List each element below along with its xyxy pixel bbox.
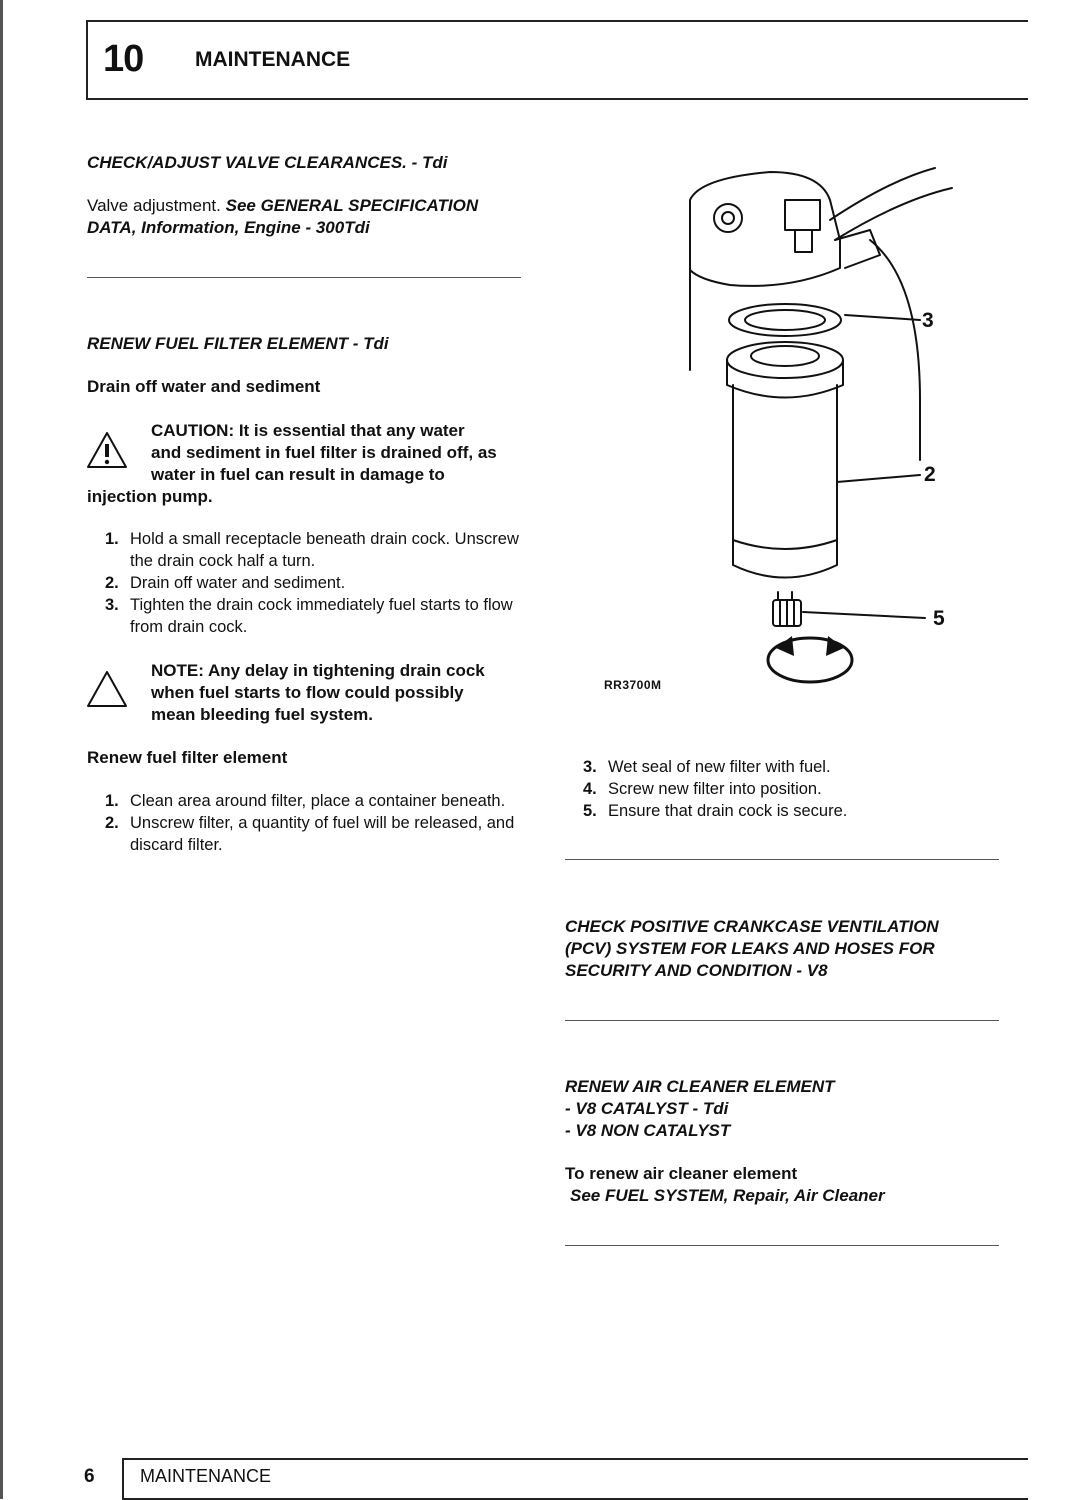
warning-triangle-icon — [86, 431, 128, 469]
renew-steps-list-cont — [565, 756, 1005, 822]
divider — [565, 1020, 999, 1021]
step-text: Tighten the drain cock immediately fuel starts to flow from drain cock. — [130, 596, 513, 636]
pcv-heading-line-2: (PCV) SYSTEM FOR LEAKS AND HOSES FOR — [565, 939, 935, 958]
divider — [565, 1245, 999, 1246]
rotation-arrows-icon — [768, 636, 852, 682]
step-number: 4. — [583, 780, 597, 798]
fuel-filter-illustration — [590, 160, 990, 700]
step-number: 1. — [105, 530, 119, 548]
list-item — [87, 572, 527, 594]
note-line-3: mean bleeding fuel system. — [151, 705, 374, 724]
list-item — [565, 778, 1005, 800]
caution-line-4: injection pump. — [87, 487, 213, 506]
page-number: 6 — [84, 1466, 95, 1487]
valve-ref-line1: See GENERAL SPECIFICATION — [225, 196, 479, 215]
step-text: Wet seal of new filter with fuel. — [608, 758, 831, 776]
note-line-2: when fuel starts to flow could possibly — [151, 683, 464, 702]
air-cleaner-heading-line-3: - V8 NON CATALYST — [565, 1121, 731, 1140]
air-cleaner-subheading: To renew air cleaner element — [565, 1164, 798, 1183]
figure-reference: RR3700M — [604, 678, 662, 692]
caution-line-2: and sediment in fuel filter is drained off, as — [151, 443, 497, 462]
list-item — [87, 812, 527, 856]
step-number: 5. — [583, 802, 597, 820]
step-text: Ensure that drain cock is secure. — [608, 802, 848, 820]
figure-label-seal: 3 — [922, 309, 934, 332]
air-cleaner-heading-line-2: - V8 CATALYST - Tdi — [565, 1099, 729, 1118]
step-text: Screw new filter into position. — [608, 780, 822, 798]
list-item — [87, 594, 527, 638]
list-item — [87, 790, 527, 812]
list-item — [87, 528, 527, 572]
footer-title: MAINTENANCE — [140, 1466, 272, 1486]
step-text: Unscrew filter, a quantity of fuel will be released, and discard filter. — [130, 814, 515, 854]
page-left-edge — [0, 0, 3, 1499]
step-text: Drain off water and sediment. — [130, 574, 346, 592]
divider — [565, 859, 999, 860]
step-number: 3. — [583, 758, 597, 776]
valve-ref-line2: DATA, Information, Engine - 300Tdi — [87, 218, 370, 237]
air-cleaner-heading-line-1: RENEW AIR CLEANER ELEMENT — [565, 1077, 835, 1096]
section-number: 10 — [103, 38, 144, 80]
renew-heading: Renew fuel filter element — [87, 748, 288, 767]
list-item — [565, 800, 1005, 822]
air-cleaner-ref: See FUEL SYSTEM, Repair, Air Cleaner — [570, 1186, 885, 1205]
drain-steps-list — [87, 528, 527, 638]
valve-text-plain: Valve adjustment. — [87, 196, 221, 215]
drain-heading: Drain off water and sediment — [87, 377, 321, 396]
renew-steps-list — [87, 790, 527, 856]
list-item — [565, 756, 1005, 778]
figure-label-filter: 2 — [924, 463, 936, 486]
step-number: 3. — [105, 596, 119, 614]
figure-label-drain-cock: 5 — [933, 607, 945, 630]
step-number: 2. — [105, 574, 119, 592]
note-line-1: NOTE: Any delay in tightening drain cock — [151, 661, 485, 680]
note-triangle-icon — [86, 670, 128, 708]
step-text: Hold a small receptacle beneath drain cock. Unscrew the drain cock half a turn. — [130, 530, 519, 570]
pcv-heading-line-1: CHECK POSITIVE CRANKCASE VENTILATION — [565, 917, 939, 936]
divider — [87, 277, 521, 278]
valve-heading: CHECK/ADJUST VALVE CLEARANCES. - Tdi — [87, 153, 448, 172]
step-text: Clean area around filter, place a container beneath. — [130, 792, 506, 810]
caution-line-3: water in fuel can result in damage to — [151, 465, 445, 484]
pcv-heading-line-3: SECURITY AND CONDITION - V8 — [565, 961, 828, 980]
step-number: 1. — [105, 792, 119, 810]
chapter-title: MAINTENANCE — [195, 48, 351, 71]
fuel-filter-heading: RENEW FUEL FILTER ELEMENT - Tdi — [87, 334, 389, 353]
valve-text — [87, 195, 527, 239]
step-number: 2. — [105, 814, 119, 832]
caution-line-1: CAUTION: It is essential that any water — [151, 421, 465, 440]
